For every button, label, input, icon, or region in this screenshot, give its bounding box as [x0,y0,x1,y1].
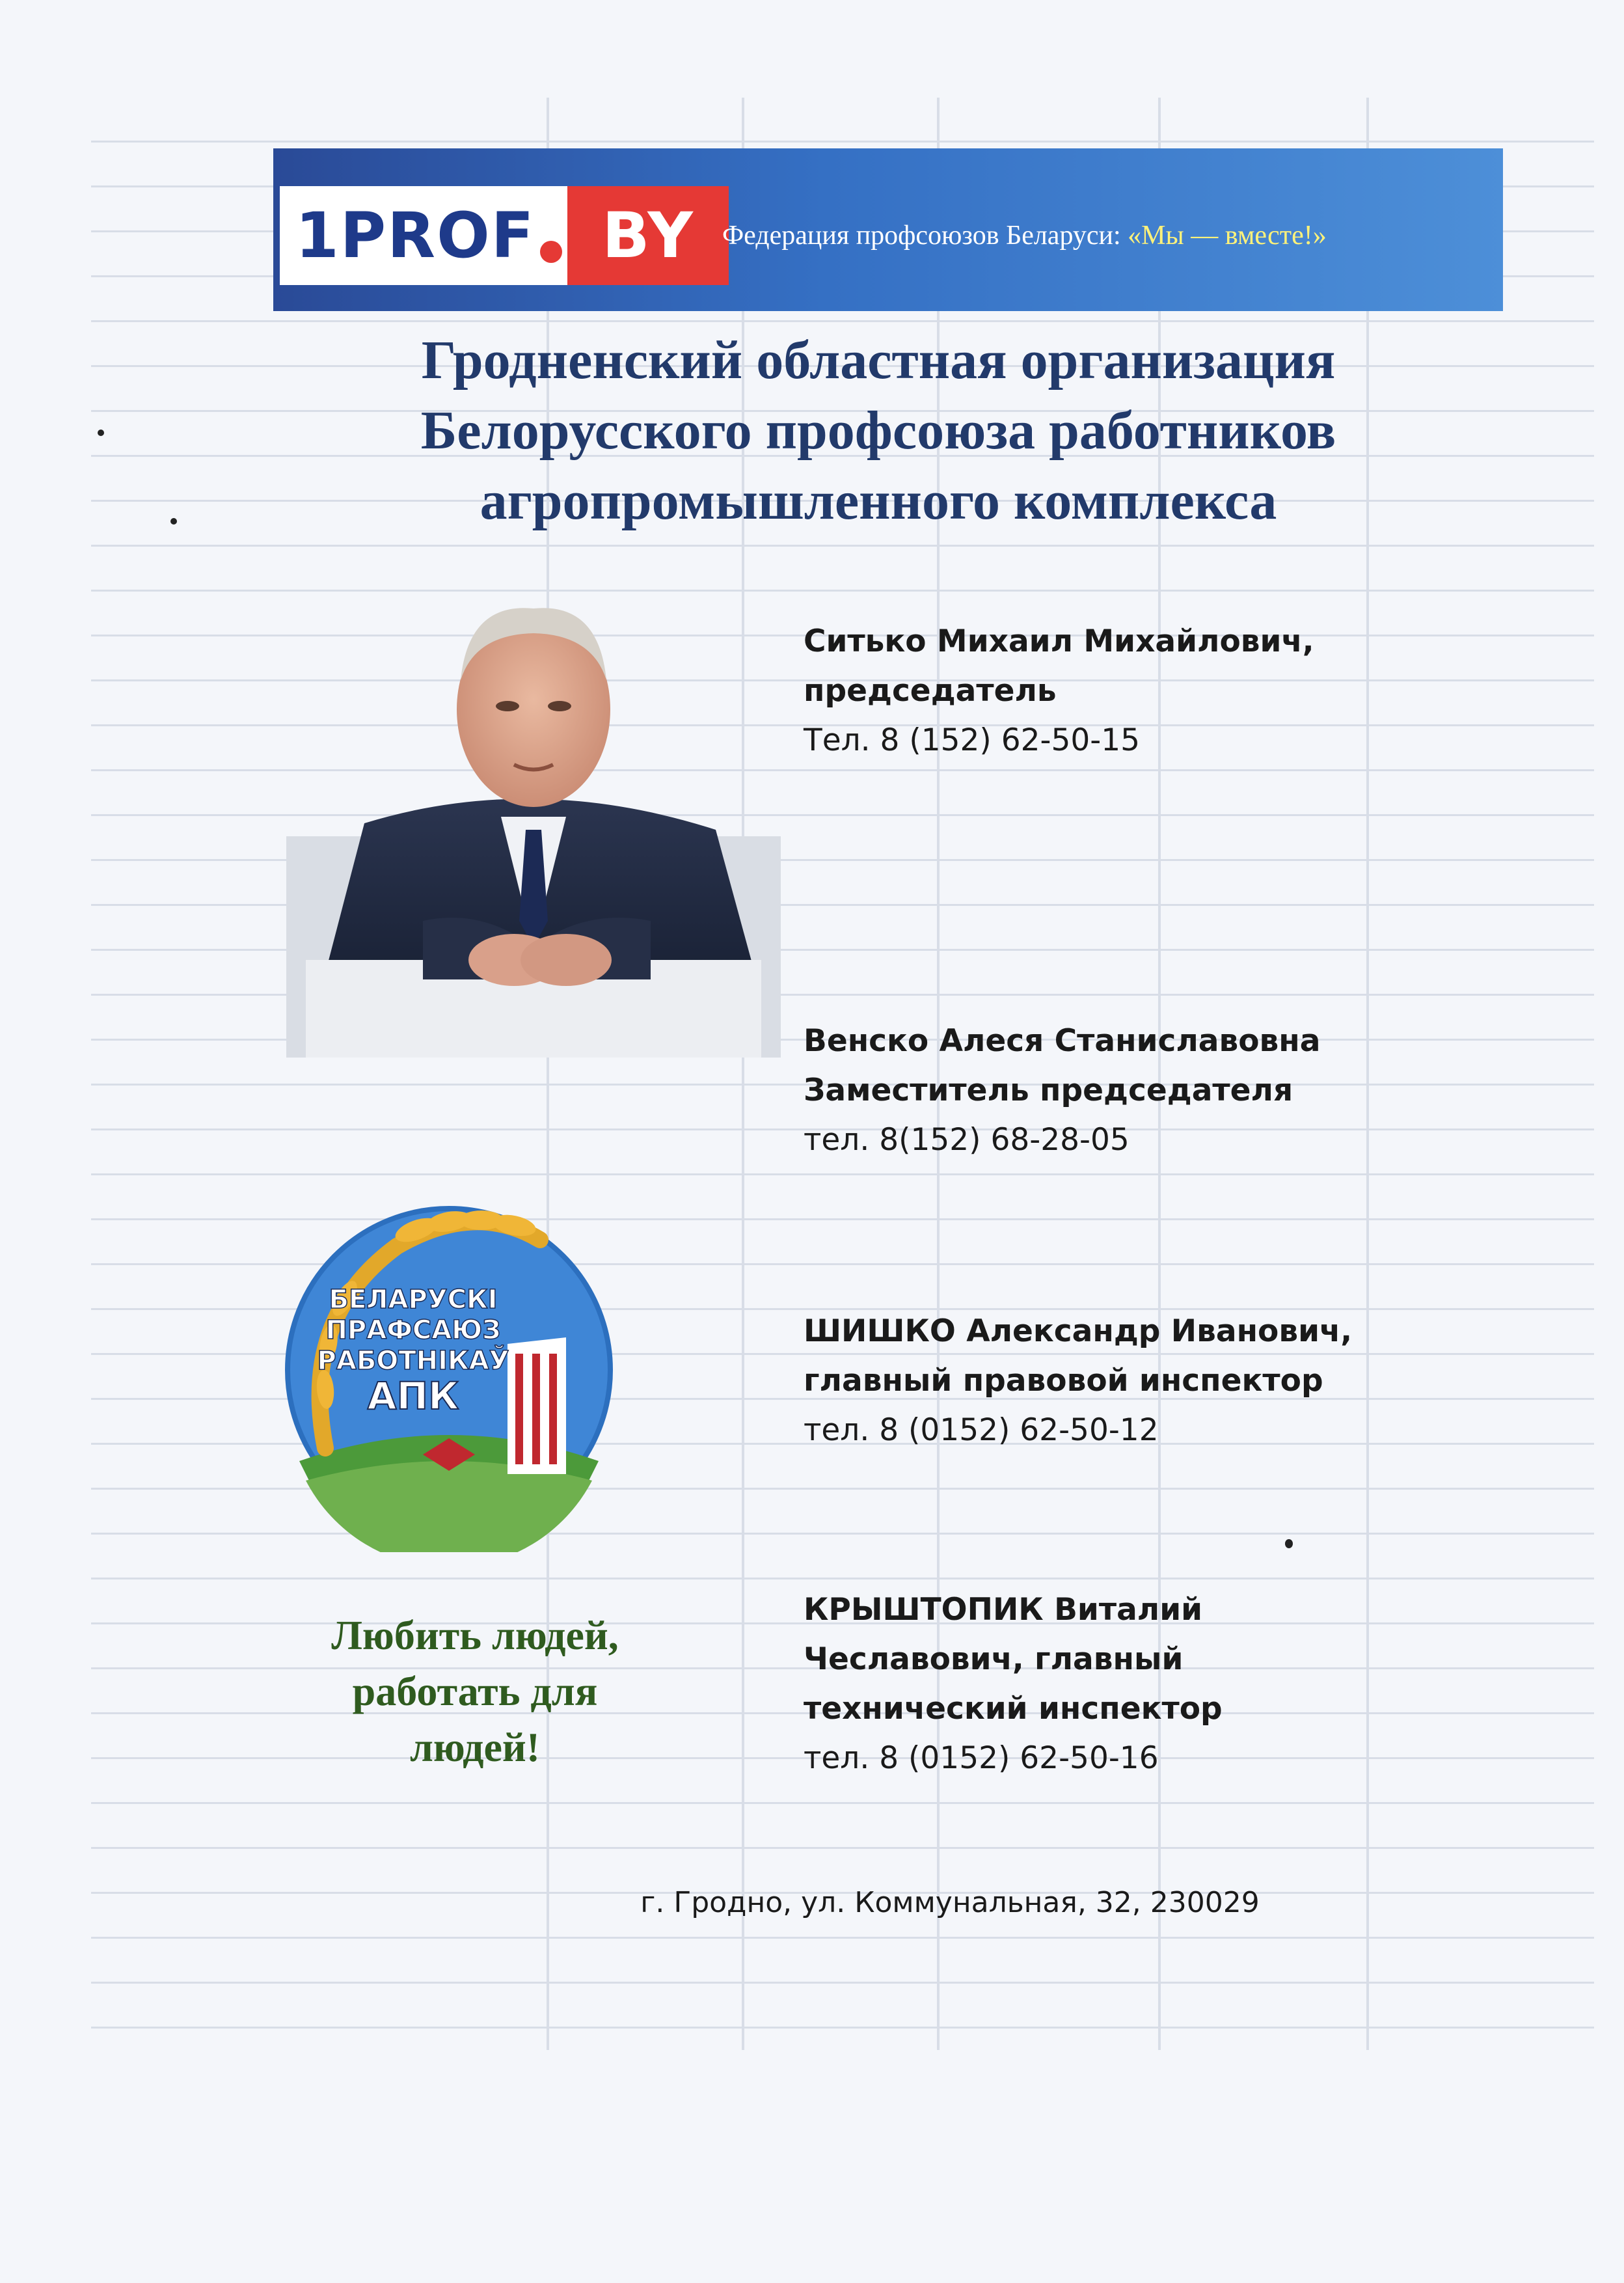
contact-phone: тел. 8 (0152) 62-50-12 [804,1412,1159,1448]
header-banner [273,148,1503,311]
slogan-quote: «Мы — вместе!» [1128,221,1327,251]
contact-chairman [804,617,1314,765]
contact-name: КРЫШТОПИК Виталий [804,1592,1203,1628]
contact-role: главный правовой инспектор [804,1363,1323,1399]
contact-role: технический инспектор [804,1691,1223,1727]
emblem-line-4: АПК [367,1374,459,1418]
logo-text-by: BY [567,186,729,285]
contact-name: Ситько Михаил Михайлович, [804,623,1314,659]
contact-phone: тел. 8(152) 68-28-05 [804,1122,1130,1158]
scan-speck [1285,1539,1293,1548]
contact-role: Заместитель председателя [804,1073,1293,1108]
1prof-logo[interactable] [280,186,729,285]
emblem-line-2: ПРАФСАЮЗ [325,1315,501,1345]
federation-slogan [722,220,1327,251]
contact-legal-inspector [804,1307,1352,1455]
contact-phone: Тел. 8 (152) 62-50-15 [804,722,1141,758]
contact-name: ШИШКО Александр Иванович, [804,1313,1353,1349]
emblem-line-3: РАБОТНІКАЎ [317,1346,509,1376]
title-line-1: Гродненский областная организация [421,330,1336,390]
scan-speck [170,518,177,525]
title-line-2: Белорусского профсоюза работников [420,400,1336,461]
scan-speck [98,430,104,436]
logo-dot-icon [540,241,562,263]
contact-role: председатель [804,673,1057,709]
motto-line-1: Любить людей, [331,1612,619,1658]
contact-name: Венско Алеся Станиславовна [804,1023,1321,1059]
contact-technical-inspector [804,1585,1223,1783]
postal-address: г. Гродно, ул. Коммунальная, 32, 230029 [640,1886,1260,1919]
motto-line-2: работать для [352,1668,598,1714]
motto-line-3: людей! [409,1724,541,1770]
title-line-3: агропромышленного комплекса [480,471,1277,531]
emblem-line-1: БЕЛАРУСКІ [329,1285,498,1315]
union-emblem [260,1175,638,1552]
contact-role: Чеславович, главный [804,1641,1184,1677]
contact-phone: тел. 8 (0152) 62-50-16 [804,1740,1159,1776]
contact-deputy [804,1017,1320,1165]
chairman-photo [286,556,781,1058]
motto [273,1607,677,1775]
logo-text-1prof: 1PROF [295,199,535,272]
page-title [299,325,1457,536]
slogan-prefix: Федерация профсоюзов Беларуси: [722,221,1128,251]
